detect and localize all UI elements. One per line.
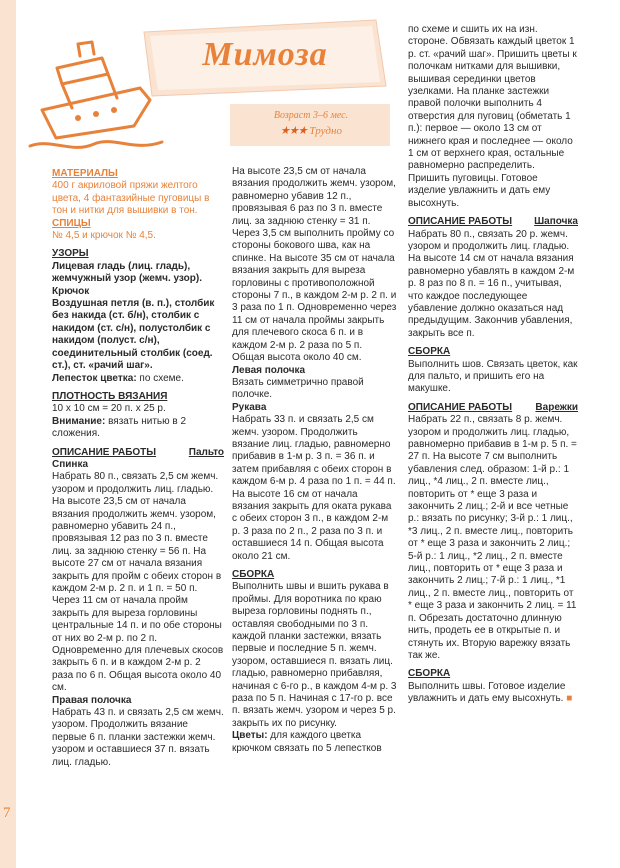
column-1 (52, 168, 224, 769)
attention-text: вязать нитью в 2 сложения. (52, 415, 187, 440)
flowers-text: для каждого цветка крючком связать по 5 лепестков (232, 730, 382, 754)
density-text: 10 х 10 см = 20 п. х 25 р. (52, 403, 166, 415)
materials-text: 400 г акриловой пряжи желтого цвета, 4 фантазийные пуговицы в тон и нитки для вышивки в тон. (52, 180, 210, 217)
mittens-assembly-heading: СБОРКА (408, 668, 451, 680)
hat-text: Набрать 80 п., связать 20 р. жемч. узором и продолжить лиц. гладью. На высоте 14 см от начала вязания равномерно убавлять в каждом 2-м р. 8 раз по 8 п. = 16 п., учитывая, что каждое последующее убавление должно оказаться над предыдущим. Закончив убавления, закрыть все п. (408, 228, 575, 339)
attention-line (52, 416, 224, 441)
assembly-heading: СБОРКА (232, 569, 275, 580)
difficulty-stars: ★★★ (280, 125, 307, 137)
mittens-assembly-text (408, 681, 578, 706)
hat-assembly-heading: СБОРКА (408, 346, 451, 358)
sleeve-heading: Рукава (232, 401, 267, 413)
hook-heading: Крючок (52, 285, 90, 297)
end-mark: ■ (566, 693, 573, 705)
density-heading: ПЛОТНОСТЬ ВЯЗАНИЯ (52, 390, 168, 402)
flowers-label: Цветы: (232, 730, 268, 742)
work-heading-text: ОПИСАНИЕ РАБОТЫ (52, 446, 157, 458)
flowers-line (232, 730, 397, 755)
left-front-text: Вязать симметрично правой полочке. (232, 376, 364, 401)
difficulty-text: Трудно (309, 125, 342, 137)
flowers-cont: по схеме и сшить их на изн. стороне. Обвязать каждый цветок 1 р. ст. «рачий шаг». Пришить цветы к полочкам нитками для вышивки, вышивая серединки цветов узелками. На планке застежки правой полочки выполнить 4 отверстия для пуговиц (обметать 1 п.): первое — около 13 см от нижнего края и последнее — около 1 см от верхнего края, остальные равномерно распределить. Пришить пуговицы. Готовое изделие увлажнить и дать ему высохнуть. (408, 24, 577, 209)
right-front-cont: На высоте 23,5 см от начала вязания продолжить жемч. узором, равномерно убавив 12 п., провязывая 6 раз по 3 п. вместе лиц. за заднюю стенку = 31 п. Через 3,5 см выполнить пройму со стороны бокового шва, как на спинке. На высоте 35 см от начала вязания закрыть для выреза горловины с противоположной стороны 7 п., в каждом 2-м р. 2 п. и 3 раза по 1 п. Одновременно через 11 см от начала проймы закрыть для плечевого скоса 6 п. и в каждом 2-м р. 2 раза по 5 п. Общая высота около 40 см. (232, 166, 397, 364)
column-3 (408, 24, 578, 706)
right-front-text: Набрать 43 п. и связать 2,5 см жемч. узором. Продолжить вязание первые 6 п. планки застежки жемч. узором и оставшиеся 37 п. вязать лиц. гладью. (52, 707, 224, 768)
left-front-heading: Левая полочка (232, 364, 306, 376)
needles-heading: СПИЦЫ (52, 217, 91, 229)
needles-text: № 4,5 и крючок № 4,5. (52, 230, 156, 242)
patterns-heading: УЗОРЫ (52, 248, 89, 260)
work-item-hat: Шапочка (534, 216, 578, 228)
sleeve-text: Набрать 33 п. и связать 2,5 см жемч. узором. Продолжить вязание лиц. гладью, равномерно прибавив в 1-м р. 3 п. = 36 п. и затем прибавляя с обеих сторон в каждом 6-м р. 4 раза по 1 п. = 44 п. На высоте 16 см от начала вязания закрыть для оката рукава с обеих сторон 3 п., в каждом 2-м р. 3 раза по 2 п., 2 раза по 3 п. и оставшиеся 14 п. Общая высота около 21 см. (232, 414, 396, 562)
mittens-work-heading: ОПИСАНИЕ РАБОТЫ (408, 401, 513, 413)
difficulty-label (236, 124, 386, 137)
column-2 (232, 166, 397, 755)
materials-heading: МАТЕРИАЛЫ (52, 168, 118, 179)
assembly-text: Выполнить швы и вшить рукава в проймы. Для воротника по краю выреза горловины поднять п., оставляя свободными по 3 п. каждой планки застежки, вязать первые и последние 5 п. жемч. узором, оставшиеся п. вязать лиц. гладью, равномерно прибавляя, начиная с 6-го р., в каждом 4-м р. 3 раза по 5 п. Начиная с 17-го р. все п. вязать жемч. узором и через 5 р. закрыть их по рисунку. (232, 581, 397, 729)
page-number: 7 (3, 805, 11, 821)
petal-text: по схеме. (136, 372, 184, 384)
attention-label: Внимание: (52, 415, 106, 427)
work-item-coat: Пальто (188, 446, 224, 458)
age-label: Возраст 3–6 мес. (273, 110, 349, 121)
back-text: Набрать 80 п., связать 2,5 см жемч. узором и продолжить лиц. гладью. На высоте 23,5 см от начала вязания продолжить жемч. узором, равномерно убавить 24 п., провязывая 12 раз по 3 п. вместе лиц. за заднюю стенку = 56 п. На высоте 27 см от начала вязания закрыть для пройм с обеих сторон в каждом 2-м р. 2 п. и 1 п. = 50 п. Через 11 см от начала пройм закрыть для выреза горловины центральные 14 п. и по обе стороны от них во 2-м р. по 2 п. Одновременно для плечевых скосов закрыть 6 п. и в каждом 2-м р. 2 раза по 6 п. Общая высота около 40 см. (52, 471, 224, 694)
side-strip (0, 0, 16, 868)
hat-heading (408, 216, 578, 228)
mittens-text: Набрать 22 п., связать 8 р. жемч. узором и продолжить лиц. гладью, равномерно прибавив в 1-м р. 5 п. = 27 п. На высоте 7 см выполнить убавления след. образом: 1-й р.: 1 лиц., *4 лиц., 2 п. вместе лиц., повторить от * еще 3 раза и закончить 2 лиц.; 2-й и все четные р.: вязать по рисунку; 3-й р.: 1 лиц., *3 лиц., 2 п. вместе лиц., повторить от * еще 3 раза и закончить 2 лиц.; 5-й р.: 1 лиц., *2 лиц., 2 п. вместе лиц., повторить от * еще 3 раза и закончить 2 лиц.; 7-й р.: 1 лиц., *1 лиц., 2 п. вместе лиц., повторить от * еще 3 раза и закончить 2 лиц. = 11 п. Обрезать достаточно длинную нить, продеть ее в открытые п. и стянуть их. Вторую варежку вязать так же. (408, 414, 577, 661)
hook-text: Воздушная петля (в. п.), столбик без накида (ст. б/н), столбик с накидом (ст. с/н), полустолбик с накидом (полуст. с/н), соединительный столбик (соед. ст.), ст. «рачий шаг». (52, 298, 215, 372)
page-title: Мимоза (202, 36, 328, 73)
mittens-assembly-body: Выполнить швы. Готовое изделие увлажнить и дать ему высохнуть. (408, 680, 566, 705)
hat-work-heading: ОПИСАНИЕ РАБОТЫ (408, 216, 513, 228)
work-heading (52, 447, 224, 459)
patterns-text: Лицевая гладь (лиц. гладь), жемчужный узор (жемч. узор). (52, 260, 202, 285)
petal-label: Лепесток цветка: (52, 372, 137, 384)
back-heading: Спинка (52, 458, 89, 470)
right-front-heading: Правая полочка (52, 694, 132, 706)
petal-line (52, 373, 224, 385)
work-item-mittens: Варежки (535, 401, 578, 413)
hat-assembly-text: Выполнить шов. Связать цветок, как для пальто, и пришить его на макушке. (408, 358, 578, 395)
mittens-heading (408, 402, 578, 414)
